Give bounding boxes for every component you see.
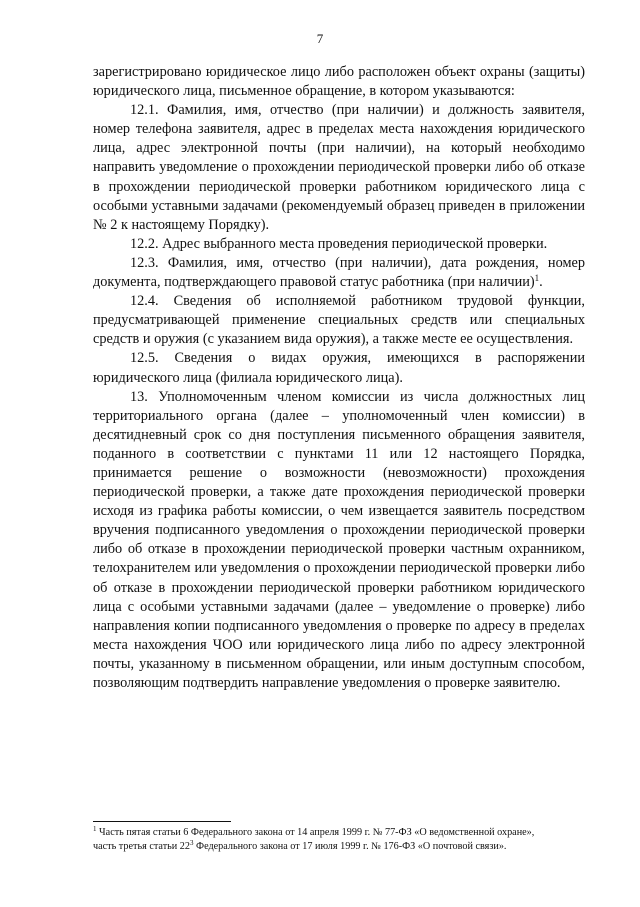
paragraph-12-2 [93,235,585,254]
footnote-article-sup: 3 [189,839,194,847]
paragraph-end-punctuation: . [539,274,543,291]
paragraph-12-4 [93,292,585,349]
paragraph-text: 12.3. Фамилия, имя, отчество (при наличии), дата рождения, номер документа, подтверждающего правовой статус работника (при наличии) [93,254,585,291]
footnote-reference: 1 [534,273,540,284]
footnote-line-2 [93,840,585,854]
paragraph-text: 12.1. Фамилия, имя, отчество (при наличии) и должность заявителя, номер телефона заявителя, адрес в пределах места нахождения юридического лица, адрес электронной почты (при наличии), на который необходимо направить уведомление о прохождении периодической проверки либо об отказе в прохождении периодической проверки работником юридического лица с особыми уставными задачами (рекомендуемый образец приведен в приложении № 2 к настоящему Порядку). [93,102,585,233]
footnote-divider [93,821,231,822]
paragraph-12-5 [93,349,585,387]
paragraph-intro [93,63,585,101]
footnote-text: Часть пятая статьи 6 Федерального закона от 14 апреля 1999 г. № 77-ФЗ «О ведомственной охране», [96,827,535,838]
paragraph-text: 12.4. Сведения об исполняемой работником трудовой функции, предусматривающей применение специальных средств или специальных средств и оружия (с указанием вида оружия), а также месте ее осуществления. [93,293,585,348]
document-body [93,63,585,693]
paragraph-12-1 [93,101,585,235]
footnote-mark: 1 [93,825,97,833]
paragraph-13 [93,388,585,694]
paragraph-text: 13. Уполномоченным членом комиссии из числа должностных лиц территориального органа (далее – уполномоченный член комиссии) в десятидневный срок со дня поступления письменного обращения заявителя, поданного в соответствии с пунктами 11 или 12 настоящего Порядка, принимается решение о возможности (невозможности) прохождения периодической проверки, а также дате прохождения периодической проверки исходя из графика работы комиссии, о чем извещается заявитель посредством вручения подписанного уведомления о прохождении периодической проверки либо об отказе в прохождении периодической проверки частным охранником, телохранителем или уведомления о прохождении периодической проверки либо об отказе в прохождении периодической проверки работником юридического лица с особыми уставными задачами (далее – уведомление о проверке) либо направления копии подписанного уведомления о проверке по адресу в пределах места нахождения ЧОО или юридического лица либо по адресу электронной почты, указанному в письменном обращении, или иным доступным способом, позволяющим подтвердить направление уведомления о проверке заявителю. [93,388,585,691]
paragraph-text: 12.2. Адрес выбранного места проведения периодической проверки. [130,235,548,252]
footnote [93,826,585,854]
footnote-text: часть третья статьи 22 [93,841,190,852]
paragraph-text: зарегистрировано юридическое лицо либо расположен объект охраны (защиты) юридического лица, письменное обращение, в котором указываются: [93,64,585,100]
footnote-line-1 [93,826,585,840]
page-number: 7 [316,31,324,46]
footnote-text: Федерального закона от 17 июля 1999 г. № 176-ФЗ «О почтовой связи». [193,841,507,852]
paragraph-12-3 [93,254,585,292]
paragraph-text: 12.5. Сведения о видах оружия, имеющихся в распоряжении юридического лица (филиала юридического лица). [93,350,585,386]
